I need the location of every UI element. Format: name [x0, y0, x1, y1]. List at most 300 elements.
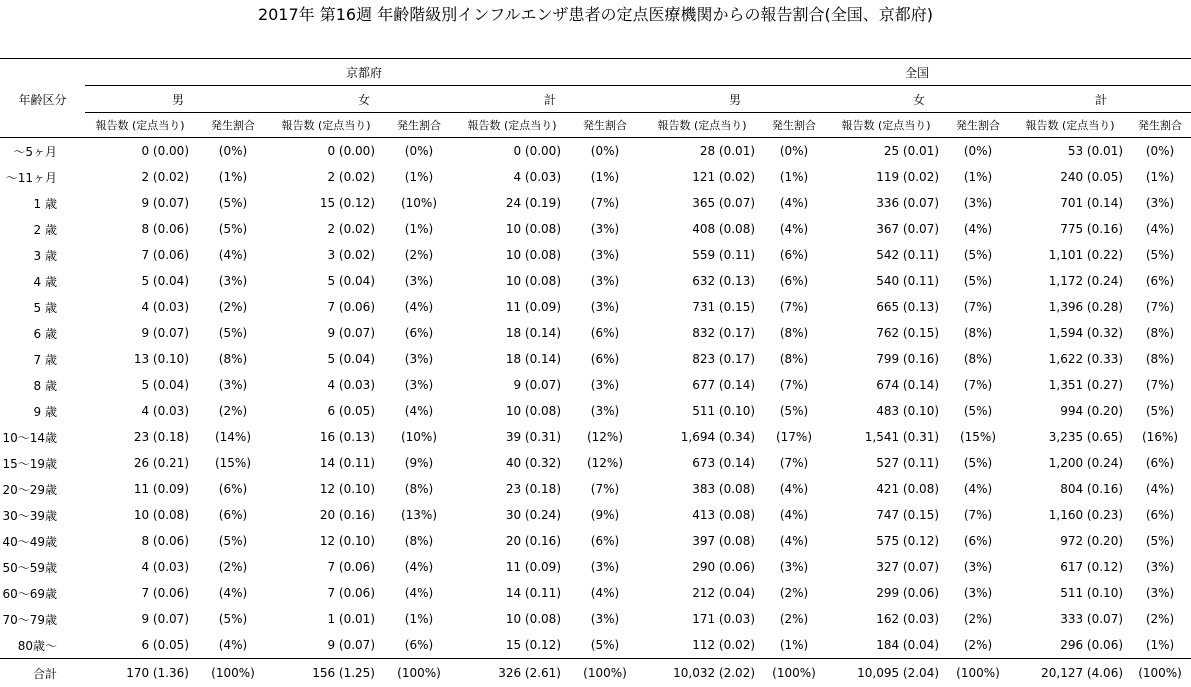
table-row [0, 632, 1191, 659]
table-row [0, 580, 1191, 606]
report-count-cell: 701 (0.14) [1011, 190, 1129, 216]
report-count-cell: 6 (0.05) [271, 398, 381, 424]
incidence-ratio-cell: (4%) [761, 502, 827, 528]
age-group-label: 8 歳 [0, 372, 85, 398]
incidence-ratio-cell: (8%) [761, 320, 827, 346]
report-count-cell: 10 (0.08) [457, 216, 567, 242]
report-count-cell: 1,101 (0.22) [1011, 242, 1129, 268]
report-count-cell: 121 (0.02) [643, 164, 761, 190]
report-count-cell: 617 (0.12) [1011, 554, 1129, 580]
report-count-cell: 16 (0.13) [271, 424, 381, 450]
page-title: 2017年 第16週 年齢階級別インフルエンザ患者の定点医療機関からの報告割合(全国、京都府) [0, 4, 1191, 26]
incidence-ratio-cell: (100%) [945, 659, 1011, 687]
incidence-ratio-cell: (3%) [567, 294, 643, 320]
gender-header-total: 計 [1011, 86, 1191, 113]
report-count-cell: 747 (0.15) [827, 502, 945, 528]
age-group-label: ～5ヶ月 [0, 138, 85, 165]
report-count-cell: 8 (0.06) [85, 528, 195, 554]
incidence-ratio-cell: (5%) [195, 216, 271, 242]
incidence-ratio-cell: (6%) [567, 346, 643, 372]
incidence-ratio-cell: (3%) [567, 242, 643, 268]
report-count-cell: 542 (0.11) [827, 242, 945, 268]
incidence-ratio-cell: (3%) [567, 268, 643, 294]
report-count-cell: 9 (0.07) [85, 320, 195, 346]
report-count-cell: 12 (0.10) [271, 476, 381, 502]
incidence-ratio-cell: (7%) [945, 372, 1011, 398]
ratio-header: 発生割合 [381, 113, 457, 138]
report-count-cell: 18 (0.14) [457, 320, 567, 346]
incidence-ratio-cell: (2%) [195, 554, 271, 580]
age-group-label: 10～14歳 [0, 424, 85, 450]
incidence-ratio-cell: (3%) [1129, 580, 1191, 606]
report-count-cell: 119 (0.02) [827, 164, 945, 190]
incidence-ratio-cell: (6%) [1129, 450, 1191, 476]
report-count-cell: 10 (0.08) [457, 242, 567, 268]
age-group-label: 3 歳 [0, 242, 85, 268]
report-count-cell: 413 (0.08) [643, 502, 761, 528]
incidence-ratio-cell: (3%) [945, 580, 1011, 606]
age-column-header: 年齢区分 [0, 86, 85, 113]
report-count-cell: 832 (0.17) [643, 320, 761, 346]
report-count-cell: 11 (0.09) [457, 554, 567, 580]
gender-header-total: 計 [457, 86, 643, 113]
incidence-ratio-cell: (1%) [761, 632, 827, 659]
report-count-cell: 240 (0.05) [1011, 164, 1129, 190]
report-count-cell: 0 (0.00) [271, 138, 381, 165]
influenza-report-table [0, 58, 1191, 687]
report-count-cell: 9 (0.07) [85, 606, 195, 632]
report-count-cell: 559 (0.11) [643, 242, 761, 268]
report-count-cell: 421 (0.08) [827, 476, 945, 502]
report-count-cell: 9 (0.07) [271, 632, 381, 659]
age-group-label: 6 歳 [0, 320, 85, 346]
incidence-ratio-cell: (3%) [567, 398, 643, 424]
report-count-cell: 23 (0.18) [457, 476, 567, 502]
table-row [0, 424, 1191, 450]
report-count-cell: 53 (0.01) [1011, 138, 1129, 165]
report-count-cell: 367 (0.07) [827, 216, 945, 242]
report-count-cell: 1,200 (0.24) [1011, 450, 1129, 476]
report-count-cell: 8 (0.06) [85, 216, 195, 242]
report-count-cell: 775 (0.16) [1011, 216, 1129, 242]
table-row [0, 320, 1191, 346]
incidence-ratio-cell: (1%) [1129, 632, 1191, 659]
incidence-ratio-cell: (4%) [945, 476, 1011, 502]
table-row [0, 606, 1191, 632]
incidence-ratio-cell: (4%) [195, 242, 271, 268]
incidence-ratio-cell: (3%) [1129, 554, 1191, 580]
report-count-cell: 15 (0.12) [457, 632, 567, 659]
report-count-cell: 11 (0.09) [85, 476, 195, 502]
table-row [0, 268, 1191, 294]
incidence-ratio-cell: (6%) [381, 320, 457, 346]
report-count-cell: 10 (0.08) [457, 606, 567, 632]
incidence-ratio-cell: (6%) [761, 268, 827, 294]
incidence-ratio-cell: (7%) [567, 476, 643, 502]
incidence-ratio-cell: (3%) [381, 268, 457, 294]
incidence-ratio-cell: (4%) [1129, 476, 1191, 502]
report-count-cell: 383 (0.08) [643, 476, 761, 502]
incidence-ratio-cell: (7%) [567, 190, 643, 216]
report-count-cell: 9 (0.07) [457, 372, 567, 398]
incidence-ratio-cell: (4%) [381, 398, 457, 424]
incidence-ratio-cell: (5%) [761, 398, 827, 424]
report-count-cell: 296 (0.06) [1011, 632, 1129, 659]
incidence-ratio-cell: (5%) [945, 268, 1011, 294]
table-row [0, 476, 1191, 502]
report-count-cell: 15 (0.12) [271, 190, 381, 216]
report-count-cell: 4 (0.03) [85, 294, 195, 320]
incidence-ratio-cell: (1%) [195, 164, 271, 190]
age-group-label: 15～19歳 [0, 450, 85, 476]
incidence-ratio-cell: (5%) [1129, 242, 1191, 268]
report-count-cell: 2 (0.02) [271, 216, 381, 242]
report-count-cell: 7 (0.06) [85, 580, 195, 606]
ratio-header: 発生割合 [761, 113, 827, 138]
incidence-ratio-cell: (2%) [945, 606, 1011, 632]
incidence-ratio-cell: (6%) [1129, 268, 1191, 294]
incidence-ratio-cell: (1%) [945, 164, 1011, 190]
table-row [0, 190, 1191, 216]
age-group-label: 1 歳 [0, 190, 85, 216]
incidence-ratio-cell: (5%) [945, 450, 1011, 476]
report-count-cell: 731 (0.15) [643, 294, 761, 320]
incidence-ratio-cell: (13%) [381, 502, 457, 528]
incidence-ratio-cell: (5%) [195, 320, 271, 346]
gender-header-male: 男 [85, 86, 271, 113]
incidence-ratio-cell: (2%) [195, 398, 271, 424]
report-count-cell: 4 (0.03) [85, 398, 195, 424]
incidence-ratio-cell: (8%) [381, 528, 457, 554]
incidence-ratio-cell: (4%) [381, 580, 457, 606]
incidence-ratio-cell: (7%) [1129, 294, 1191, 320]
report-count-cell: 6 (0.05) [85, 632, 195, 659]
report-count-cell: 994 (0.20) [1011, 398, 1129, 424]
report-count-cell: 5 (0.04) [271, 346, 381, 372]
incidence-ratio-cell: (1%) [381, 606, 457, 632]
incidence-ratio-cell: (3%) [567, 606, 643, 632]
incidence-ratio-cell: (100%) [567, 659, 643, 687]
report-count-cell: 540 (0.11) [827, 268, 945, 294]
report-count-cell: 28 (0.01) [643, 138, 761, 165]
incidence-ratio-cell: (7%) [761, 294, 827, 320]
table-row [0, 138, 1191, 165]
region-header-row [0, 59, 1191, 86]
report-count-cell: 674 (0.14) [827, 372, 945, 398]
incidence-ratio-cell: (1%) [381, 164, 457, 190]
incidence-ratio-cell: (100%) [1129, 659, 1191, 687]
report-count-cell: 7 (0.06) [271, 580, 381, 606]
report-count-cell: 511 (0.10) [643, 398, 761, 424]
report-count-cell: 24 (0.19) [457, 190, 567, 216]
ratio-header: 発生割合 [195, 113, 271, 138]
incidence-ratio-cell: (1%) [567, 164, 643, 190]
report-count-cell: 483 (0.10) [827, 398, 945, 424]
incidence-ratio-cell: (16%) [1129, 424, 1191, 450]
incidence-ratio-cell: (4%) [195, 632, 271, 659]
incidence-ratio-cell: (4%) [761, 476, 827, 502]
incidence-ratio-cell: (3%) [1129, 190, 1191, 216]
count-header: 報告数 (定点当り) [271, 113, 381, 138]
report-count-cell: 799 (0.16) [827, 346, 945, 372]
incidence-ratio-cell: (8%) [945, 346, 1011, 372]
incidence-ratio-cell: (8%) [1129, 320, 1191, 346]
report-count-cell: 10,032 (2.02) [643, 659, 761, 687]
age-group-label: 30～39歳 [0, 502, 85, 528]
table-row [0, 502, 1191, 528]
incidence-ratio-cell: (8%) [945, 320, 1011, 346]
report-count-cell: 336 (0.07) [827, 190, 945, 216]
report-count-cell: 40 (0.32) [457, 450, 567, 476]
incidence-ratio-cell: (6%) [381, 632, 457, 659]
report-count-cell: 1,594 (0.32) [1011, 320, 1129, 346]
incidence-ratio-cell: (6%) [195, 502, 271, 528]
report-count-cell: 162 (0.03) [827, 606, 945, 632]
report-count-cell: 10 (0.08) [457, 268, 567, 294]
report-count-cell: 397 (0.08) [643, 528, 761, 554]
incidence-ratio-cell: (8%) [381, 476, 457, 502]
age-group-label: 50～59歳 [0, 554, 85, 580]
report-count-cell: 673 (0.14) [643, 450, 761, 476]
incidence-ratio-cell: (4%) [195, 580, 271, 606]
incidence-ratio-cell: (3%) [567, 554, 643, 580]
incidence-ratio-cell: (2%) [195, 294, 271, 320]
incidence-ratio-cell: (3%) [945, 554, 1011, 580]
report-count-cell: 7 (0.06) [271, 554, 381, 580]
incidence-ratio-cell: (8%) [761, 346, 827, 372]
report-count-cell: 20 (0.16) [271, 502, 381, 528]
count-header: 報告数 (定点当り) [827, 113, 945, 138]
table-row [0, 242, 1191, 268]
report-count-cell: 3 (0.02) [271, 242, 381, 268]
age-group-label: 7 歳 [0, 346, 85, 372]
age-group-label: 70～79歳 [0, 606, 85, 632]
table-row [0, 372, 1191, 398]
report-count-cell: 9 (0.07) [271, 320, 381, 346]
table-row [0, 294, 1191, 320]
report-count-cell: 408 (0.08) [643, 216, 761, 242]
incidence-ratio-cell: (12%) [567, 450, 643, 476]
age-group-label: 9 歳 [0, 398, 85, 424]
incidence-ratio-cell: (3%) [381, 372, 457, 398]
report-count-cell: 823 (0.17) [643, 346, 761, 372]
incidence-ratio-cell: (2%) [945, 632, 1011, 659]
incidence-ratio-cell: (2%) [761, 606, 827, 632]
incidence-ratio-cell: (10%) [381, 190, 457, 216]
age-group-label: 40～49歳 [0, 528, 85, 554]
incidence-ratio-cell: (4%) [1129, 216, 1191, 242]
report-count-cell: 804 (0.16) [1011, 476, 1129, 502]
incidence-ratio-cell: (10%) [381, 424, 457, 450]
incidence-ratio-cell: (100%) [381, 659, 457, 687]
region-header-kyoto: 京都府 [85, 59, 643, 86]
incidence-ratio-cell: (5%) [945, 398, 1011, 424]
report-count-cell: 9 (0.07) [85, 190, 195, 216]
report-count-cell: 30 (0.24) [457, 502, 567, 528]
incidence-ratio-cell: (3%) [195, 372, 271, 398]
incidence-ratio-cell: (6%) [567, 528, 643, 554]
report-count-cell: 326 (2.61) [457, 659, 567, 687]
incidence-ratio-cell: (4%) [761, 190, 827, 216]
incidence-ratio-cell: (0%) [567, 138, 643, 165]
incidence-ratio-cell: (1%) [1129, 164, 1191, 190]
gender-header-row [0, 86, 1191, 113]
incidence-ratio-cell: (3%) [945, 190, 1011, 216]
report-count-cell: 10 (0.08) [85, 502, 195, 528]
incidence-ratio-cell: (3%) [195, 268, 271, 294]
incidence-ratio-cell: (0%) [945, 138, 1011, 165]
count-header: 報告数 (定点当り) [643, 113, 761, 138]
report-count-cell: 20,127 (4.06) [1011, 659, 1129, 687]
incidence-ratio-cell: (5%) [567, 632, 643, 659]
incidence-ratio-cell: (7%) [761, 450, 827, 476]
incidence-ratio-cell: (17%) [761, 424, 827, 450]
table-row [0, 216, 1191, 242]
table-row [0, 554, 1191, 580]
incidence-ratio-cell: (9%) [381, 450, 457, 476]
report-count-cell: 5 (0.04) [85, 268, 195, 294]
report-count-cell: 333 (0.07) [1011, 606, 1129, 632]
incidence-ratio-cell: (6%) [195, 476, 271, 502]
region-header-national: 全国 [643, 59, 1191, 86]
metric-header-row [0, 113, 1191, 138]
table-row [0, 450, 1191, 476]
report-count-cell: 184 (0.04) [827, 632, 945, 659]
report-count-cell: 20 (0.16) [457, 528, 567, 554]
count-header: 報告数 (定点当り) [457, 113, 567, 138]
report-count-cell: 327 (0.07) [827, 554, 945, 580]
report-count-cell: 972 (0.20) [1011, 528, 1129, 554]
report-count-cell: 25 (0.01) [827, 138, 945, 165]
table-row [0, 346, 1191, 372]
table-row [0, 164, 1191, 190]
report-count-cell: 1,160 (0.23) [1011, 502, 1129, 528]
gender-header-male: 男 [643, 86, 827, 113]
report-count-cell: 7 (0.06) [85, 242, 195, 268]
age-group-label: 5 歳 [0, 294, 85, 320]
gender-header-female: 女 [827, 86, 1011, 113]
incidence-ratio-cell: (7%) [1129, 372, 1191, 398]
incidence-ratio-cell: (9%) [567, 502, 643, 528]
report-count-cell: 1 (0.01) [271, 606, 381, 632]
report-count-cell: 13 (0.10) [85, 346, 195, 372]
report-count-cell: 18 (0.14) [457, 346, 567, 372]
report-count-cell: 0 (0.00) [457, 138, 567, 165]
incidence-ratio-cell: (5%) [195, 190, 271, 216]
incidence-ratio-cell: (8%) [195, 346, 271, 372]
report-count-cell: 762 (0.15) [827, 320, 945, 346]
report-count-cell: 5 (0.04) [85, 372, 195, 398]
incidence-ratio-cell: (3%) [567, 216, 643, 242]
report-count-cell: 26 (0.21) [85, 450, 195, 476]
incidence-ratio-cell: (3%) [381, 346, 457, 372]
incidence-ratio-cell: (4%) [945, 216, 1011, 242]
incidence-ratio-cell: (12%) [567, 424, 643, 450]
report-count-cell: 156 (1.25) [271, 659, 381, 687]
report-count-cell: 112 (0.02) [643, 632, 761, 659]
incidence-ratio-cell: (15%) [945, 424, 1011, 450]
report-count-cell: 1,694 (0.34) [643, 424, 761, 450]
incidence-ratio-cell: (1%) [381, 216, 457, 242]
report-count-cell: 1,351 (0.27) [1011, 372, 1129, 398]
incidence-ratio-cell: (7%) [761, 372, 827, 398]
incidence-ratio-cell: (3%) [761, 554, 827, 580]
report-count-cell: 0 (0.00) [85, 138, 195, 165]
incidence-ratio-cell: (6%) [567, 320, 643, 346]
report-count-cell: 365 (0.07) [643, 190, 761, 216]
report-count-cell: 1,396 (0.28) [1011, 294, 1129, 320]
report-count-cell: 10,095 (2.04) [827, 659, 945, 687]
report-count-cell: 171 (0.03) [643, 606, 761, 632]
incidence-ratio-cell: (7%) [945, 294, 1011, 320]
report-count-cell: 527 (0.11) [827, 450, 945, 476]
report-count-cell: 14 (0.11) [457, 580, 567, 606]
incidence-ratio-cell: (4%) [381, 554, 457, 580]
ratio-header: 発生割合 [1129, 113, 1191, 138]
ratio-header: 発生割合 [567, 113, 643, 138]
report-count-cell: 2 (0.02) [85, 164, 195, 190]
report-count-cell: 12 (0.10) [271, 528, 381, 554]
incidence-ratio-cell: (8%) [1129, 346, 1191, 372]
incidence-ratio-cell: (5%) [945, 242, 1011, 268]
report-count-cell: 665 (0.13) [827, 294, 945, 320]
incidence-ratio-cell: (5%) [195, 528, 271, 554]
report-count-cell: 11 (0.09) [457, 294, 567, 320]
incidence-ratio-cell: (5%) [1129, 528, 1191, 554]
incidence-ratio-cell: (14%) [195, 424, 271, 450]
incidence-ratio-cell: (5%) [1129, 398, 1191, 424]
incidence-ratio-cell: (0%) [761, 138, 827, 165]
report-count-cell: 212 (0.04) [643, 580, 761, 606]
count-header: 報告数 (定点当り) [1011, 113, 1129, 138]
age-group-label: 合計 [0, 659, 85, 687]
incidence-ratio-cell: (6%) [1129, 502, 1191, 528]
incidence-ratio-cell: (2%) [1129, 606, 1191, 632]
report-count-cell: 1,541 (0.31) [827, 424, 945, 450]
incidence-ratio-cell: (1%) [761, 164, 827, 190]
incidence-ratio-cell: (100%) [761, 659, 827, 687]
incidence-ratio-cell: (4%) [567, 580, 643, 606]
report-count-cell: 39 (0.31) [457, 424, 567, 450]
report-count-cell: 1,172 (0.24) [1011, 268, 1129, 294]
report-count-cell: 14 (0.11) [271, 450, 381, 476]
report-count-cell: 4 (0.03) [271, 372, 381, 398]
report-count-cell: 290 (0.06) [643, 554, 761, 580]
report-count-cell: 5 (0.04) [271, 268, 381, 294]
report-count-cell: 170 (1.36) [85, 659, 195, 687]
incidence-ratio-cell: (0%) [1129, 138, 1191, 165]
report-count-cell: 632 (0.13) [643, 268, 761, 294]
age-group-label: ～11ヶ月 [0, 164, 85, 190]
incidence-ratio-cell: (15%) [195, 450, 271, 476]
incidence-ratio-cell: (2%) [761, 580, 827, 606]
incidence-ratio-cell: (4%) [761, 216, 827, 242]
report-count-cell: 7 (0.06) [271, 294, 381, 320]
total-row [0, 659, 1191, 687]
report-count-cell: 4 (0.03) [85, 554, 195, 580]
table-row [0, 528, 1191, 554]
count-header: 報告数 (定点当り) [85, 113, 195, 138]
incidence-ratio-cell: (4%) [381, 294, 457, 320]
report-count-cell: 1,622 (0.33) [1011, 346, 1129, 372]
incidence-ratio-cell: (6%) [761, 242, 827, 268]
age-group-label: 4 歳 [0, 268, 85, 294]
incidence-ratio-cell: (5%) [195, 606, 271, 632]
incidence-ratio-cell: (4%) [761, 528, 827, 554]
incidence-ratio-cell: (2%) [381, 242, 457, 268]
report-count-cell: 575 (0.12) [827, 528, 945, 554]
report-count-cell: 4 (0.03) [457, 164, 567, 190]
